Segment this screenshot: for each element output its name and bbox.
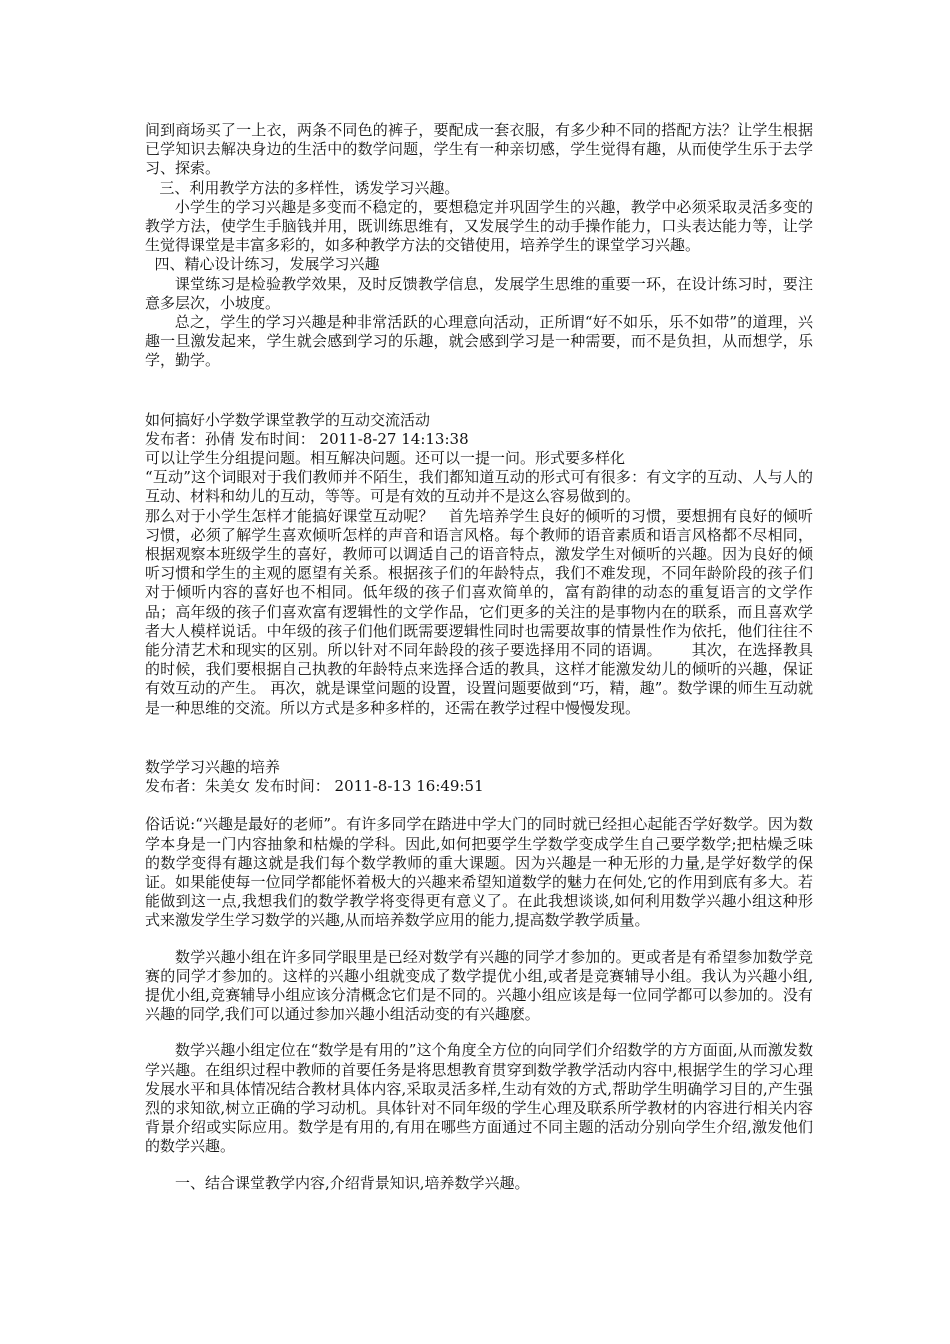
paragraph: 可以让学生分组提问题。相互解决问题。还可以一提一问。形式要多样化: [145, 449, 626, 468]
article-meta: 发布者：朱美女 发布时间： 2011-8-13 16:49:51: [145, 777, 484, 796]
article-title: 数学学习兴趣的培养: [145, 757, 281, 776]
article-title: 如何搞好小学数学课堂教学的互动交流活动: [145, 410, 431, 429]
section-heading: 四、精心设计练习，发展学习兴趣: [145, 255, 380, 274]
paragraph: 那么对于小学生怎样才能搞好课堂互动呢？ 首先培养学生良好的倾听的习惯，要想拥有良好的倾听习惯，必须了解学生喜欢倾听怎样的声音和语言风格。每个教师的语音素质和语言风格都不尽相同，根据观察本班级学生的喜好，教师可以调适自己的语音特点，激发学生对倾听的兴趣。因为良好的倾听习惯和学生的主观的愿望有关系。根据孩子们的年龄特点，我们不难发现，不同年龄阶段的孩子们对于倾听内容的喜好也不相同。低年级的孩子们喜欢简单的，富有韵律的动态的重复语言的文学作品；高年级的孩子们喜欢富有逻辑性的文学作品，它们更多的关注的是事物内在的联系，而且喜欢学者大人模样说话。中年级的孩子们他们既需要逻辑性同时也需要故事的情景性作为依托，他们往往不能分清艺术和现实的区别。所以针对不同年龄段的孩子要选择用不同的语调。 其次，在选择教具的时候，我们要根据自己执教的年龄特点来选择合适的教具，这样才能激发幼儿的倾听的兴趣，保证有效互动的产生。 再次，就是课堂问题的设置，设置问题要做到“巧，精，趣”。数学课的师生互动就是一种思维的交流。所以方式是多种多样的，还需在教学过程中慢慢发现。: [145, 506, 813, 717]
article-meta: 发布者：孙倩 发布时间： 2011-8-27 14:13:38: [145, 429, 469, 448]
section-heading: 三、利用教学方法的多样性，诱发学习兴趣。: [145, 178, 460, 197]
paragraph: 总之，学生的学习兴趣是种非常活跃的心理意向活动，正所谓“好不如乐，乐不如带”的道理，兴趣一旦激发起来，学生就会感到学习的乐趣，就会感到学习是一种需要，而不是负担，从而想学，乐学，勤学。: [145, 313, 814, 370]
section-heading: 一、结合课堂教学内容,介绍背景知识,培养数学兴趣。: [175, 1173, 530, 1192]
paragraph-gap: [145, 1157, 813, 1174]
paragraph: 俗话说:“兴趣是最好的老师”。有许多同学在踏进中学大门的同时就已经担心起能否学好数学。因为数学本身是一门内容抽象和枯燥的学科。因此,如何把要学生学数学变成学生自己要学数学;把枯燥乏味的数学变得有趣这就是我们每个数学教师的重大课题。因为兴趣是一种无形的力量,是学好数学的保证。如果能使每一位同学都能怀着极大的兴趣来希望知道数学的魅力在何处,它的作用到底有多大。若能做到这一点,我想我们的数学教学将变得更有意义了。在此我想谈谈,如何利用数学兴趣小组这种形式来激发学生学习数学的兴趣,从而培养数学应用的能力,提高数学教学质量。: [145, 815, 813, 930]
article-continuation: [145, 121, 813, 371]
article-interest: [145, 758, 813, 1193]
paragraph-gap: [145, 1024, 813, 1041]
paragraph-gap: [145, 931, 813, 948]
paragraph: 课堂练习是检验教学效果，及时反馈教学信息，发展学生思维的重要一环，在设计练习时，要注意多层次，小坡度。: [145, 274, 813, 312]
paragraph: 小学生的学习兴趣是多变而不稳定的，要想稳定并巩固学生的兴趣，教学中必须采取灵活多变的教学方法，使学生手脑钱并用，既训练思维有，又发展学生的动手操作能力，口头表达能力等，让学生觉得课堂是丰富多彩的，如多种教学方法的交错使用，培养学生的课堂学习兴趣。: [145, 197, 813, 255]
paragraph: 数学兴趣小组定位在“数学是有用的”这个角度全方位的向同学们介绍数学的方方面面,从而激发数学兴趣。在组织过程中教师的首要任务是将思想教育贯穿到数学教学活动内容中,根据学生的学习心理发展水平和具体情况结合教材具体内容,采取灵活多样,生动有效的方式,帮助学生明确学习目的,产生强烈的求知欲,树立正确的学习动机。具体针对不同年级的学生心理及联系所学教材的内容进行相关内容背景介绍或实际应用。数学是有用的,有用在哪些方面通过不同主题的活动分别向学生介绍,激发他们的数学兴趣。: [145, 1041, 813, 1156]
paragraph: “互动”这个词眼对于我们教师并不陌生，我们都知道互动的形式可有很多：有文字的互动、人与人的互动、材料和幼儿的互动，等等。可是有效的互动并不是这么容易做到的。: [145, 468, 813, 506]
paragraph: 间到商场买了一上衣，两条不同色的裤子，要配成一套衣服，有多少种不同的搭配方法？让学生根据已学知识去解决身边的生活中的数学问题，学生有一种亲切感，学生觉得有趣，从而使学生乐于去学习、探索。: [145, 121, 813, 178]
article-interaction: [145, 411, 813, 718]
document-page: [145, 121, 813, 1193]
paragraph: 数学兴趣小组在许多同学眼里是已经对数学有兴趣的同学才参加的。更或者是有希望参加数学竞赛的同学才参加的。这样的兴趣小组就变成了数学提优小组,或者是竞赛辅导小组。我认为兴趣小组,提优小组,竞赛辅导小组应该分清概念它们是不同的。兴趣小组应该是每一位同学都可以参加的。没有兴趣的同学,我们可以通过参加兴趣小组活动变的有兴趣麽。: [145, 947, 813, 1024]
